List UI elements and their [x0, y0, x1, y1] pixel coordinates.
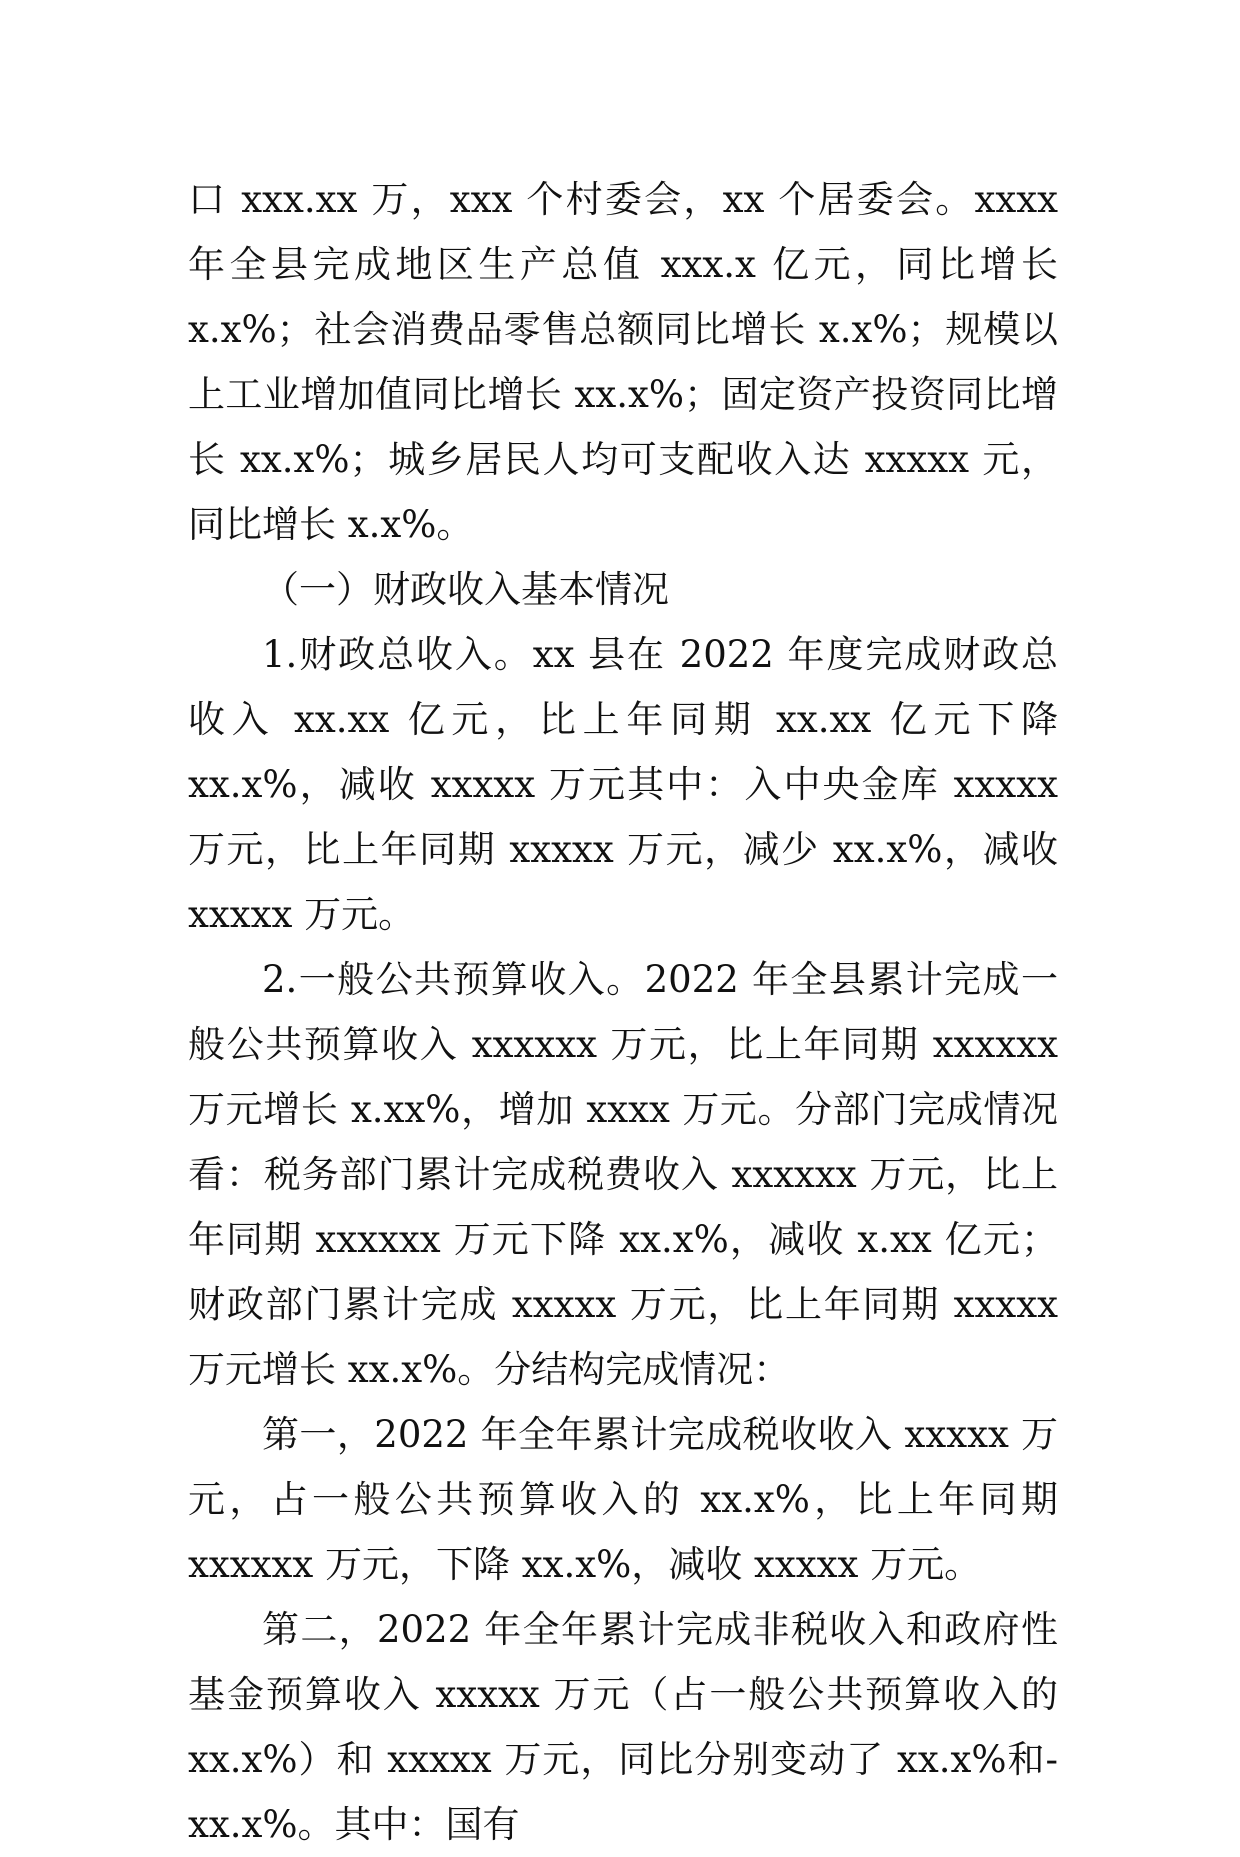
paragraph-tax-revenue: 第一，2022 年全年累计完成税收收入 xxxxx 万元，占一般公共预算收入的 xx.x%，比上年同期 xxxxxx 万元，下降 xx.x%，减收 xxxxx 万元。 — [188, 1413, 1058, 1586]
paragraph-continued-population: 口 xxx.xx 万，xxx 个村委会，xx 个居委会。xxxx 年全县完成地区生产总值 xxx.x 亿元，同比增长 x.x%；社会消费品零售总额同比增长 x.x%；规模以上工业增加值同比增长 xx.x%；固定资产投资同比增长 xx.x%；城乡居民人均可支配收入达 xxxxx 元，同比增长 x.x%。 — [188, 178, 1058, 546]
paragraph-total-fiscal-revenue: 1.财政总收入。xx 县在 2022 年度完成财政总收入 xx.xx 亿元，比上年同期 xx.xx 亿元下降 xx.x%，减收 xxxxx 万元其中：入中央金库 xxxxx 万元，比上年同期 xxxxx 万元，减少 xx.x%，减收 xxxxx 万元。 — [188, 633, 1058, 936]
paragraph-general-public-budget-revenue: 2.一般公共预算收入。2022 年全县累计完成一般公共预算收入 xxxxxx 万元，比上年同期 xxxxxx 万元增长 x.xx%，增加 xxxx 万元。分部门完成情况看：税务部门累计完成税费收入 xxxxxx 万元，比上年同期 xxxxxx 万元下降 xx.x%，减收 x.xx 亿元；财政部门累计完成 xxxxx 万元，比上年同期 xxxxx 万元增长 xx.x%。分结构完成情况： — [188, 958, 1058, 1391]
document-body — [188, 167, 1058, 1857]
section-heading-fiscal-revenue: （一）财政收入基本情况 — [262, 568, 669, 611]
paragraph-non-tax-revenue: 第二，2022 年全年累计完成非税收入和政府性基金预算收入 xxxxx 万元（占一般公共预算收入的 xx.x%）和 xxxxx 万元，同比分别变动了 xx.x%和-xx.x%。其中：国有 — [188, 1608, 1058, 1846]
